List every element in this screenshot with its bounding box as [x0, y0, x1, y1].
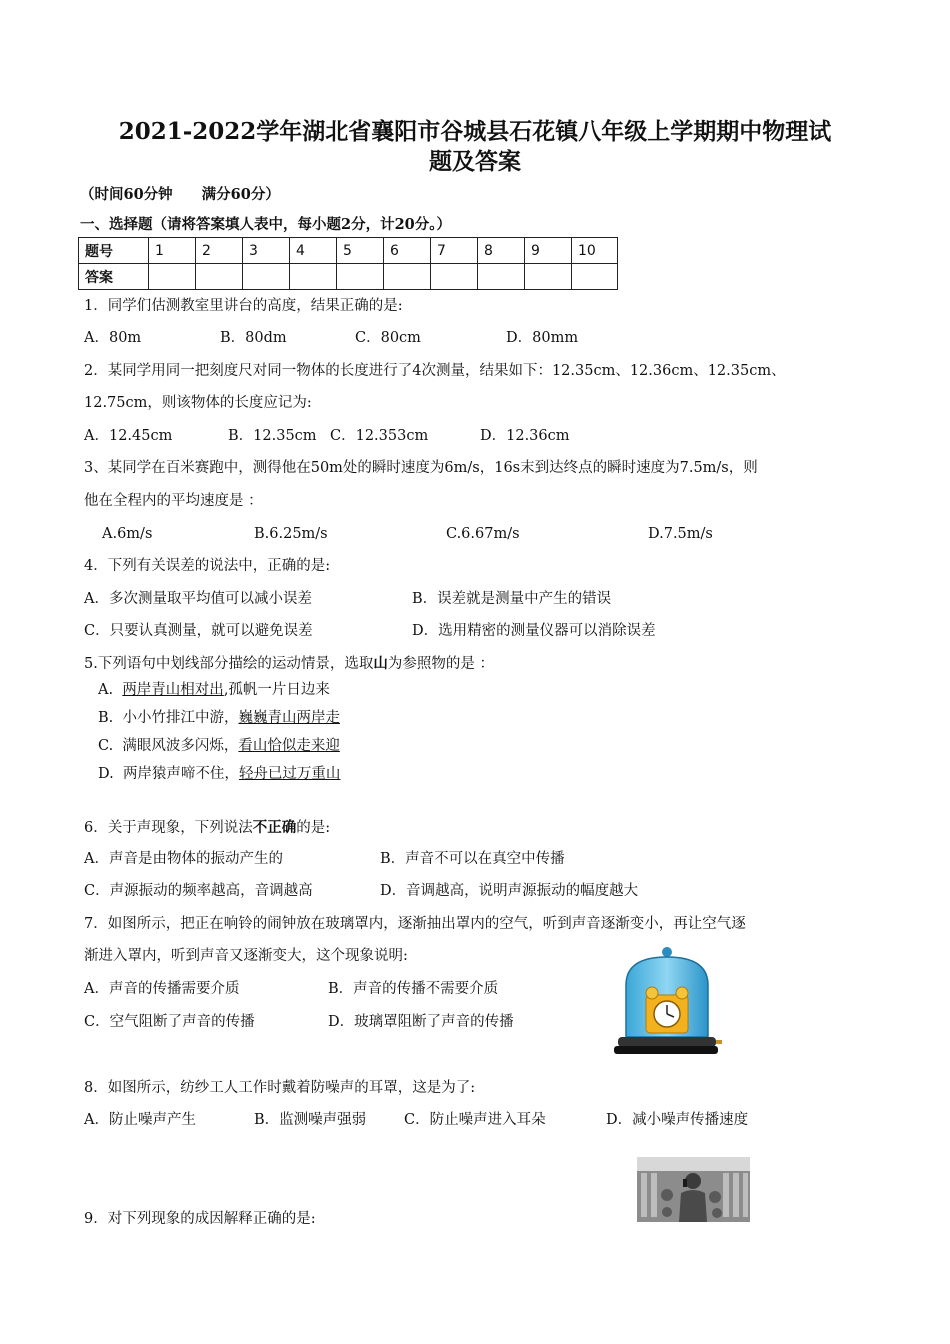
- air-valve-icon: [716, 1040, 722, 1044]
- q3-option-d: D.7.5m/s: [648, 526, 713, 542]
- q5-a-label: A.: [98, 682, 114, 698]
- answer-cell: [196, 264, 243, 290]
- q5-option-b: [98, 708, 340, 728]
- q1-option-a: A．80m: [84, 330, 142, 346]
- q2-option-a: A．12.45cm: [84, 428, 173, 444]
- q6-option-b: B．声音不可以在真空中传播: [380, 851, 565, 867]
- q9-stem: 9．对下列现象的成因解释正确的是:: [84, 1211, 316, 1227]
- q7-option-c: C．空气阻断了声音的传播: [84, 1014, 255, 1030]
- worker-body-icon: [679, 1190, 707, 1222]
- table-cell-number: 8: [478, 238, 525, 264]
- answer-cell: [290, 264, 337, 290]
- q5-c-underlined: 看山恰似走来迎: [238, 738, 340, 754]
- jar-knob-icon: [662, 947, 672, 957]
- q5-stem: [84, 654, 494, 674]
- q7-stem-line2: 渐进入罩内，听到声音又逐渐变大，这个现象说明:: [84, 948, 408, 964]
- table-cell-number: 5: [337, 238, 384, 264]
- table-cell-number: 3: [243, 238, 290, 264]
- worker-head-icon: [685, 1173, 701, 1189]
- section-heading: 一、选择题（请将答案填人表中，每小题2分，计20分。）: [80, 216, 452, 233]
- q6-option-a: A．声音是由物体的振动产生的: [84, 851, 283, 867]
- table-cell-number: 9: [525, 238, 572, 264]
- q6-stem-pre: 6．关于声现象，下列说法: [84, 820, 253, 836]
- q4-option-b: B．误差就是测量中产生的错误: [412, 591, 612, 607]
- q5-b-pre: 小小竹排江中游，: [122, 710, 239, 726]
- q1-option-d: D．80mm: [506, 330, 579, 346]
- table-header-answer: 答案: [79, 264, 149, 290]
- q6-stem: [84, 818, 330, 838]
- q8-option-c: C．防止噪声进入耳朵: [404, 1112, 546, 1128]
- q3-option-b: B.6.25m/s: [254, 526, 328, 542]
- q5-stem-post: 为参照物的是 ：: [387, 656, 494, 672]
- q7-option-a: A．声音的传播需要介质: [84, 981, 240, 997]
- answer-cell: [243, 264, 290, 290]
- q4-stem: 4．下列有关误差的说法中，正确的是:: [84, 558, 331, 574]
- q6-stem-emphasis: 不正确: [252, 819, 297, 836]
- q1-option-b: B．80dm: [220, 330, 287, 346]
- q1-stem: 1．同学们估测教室里讲台的高度，结果正确的是:: [84, 298, 403, 314]
- q5-b-label: B.: [98, 710, 114, 726]
- q5-c-pre: 满眼风波多闪烁，: [122, 738, 239, 754]
- q8-option-d: D．减小噪声传播速度: [606, 1112, 749, 1128]
- table-cell-number: 4: [290, 238, 337, 264]
- q6-option-d: D．音调越高，说明声源振动的幅度越大: [380, 883, 639, 899]
- q3-stem-line2: 他在全程内的平均速度是 ：: [84, 493, 263, 509]
- q8-stem: 8．如图所示，纺纱工人工作时戴着防噪声的耳罩，这是为了:: [84, 1080, 476, 1096]
- q2-option-b: B．12.35cm: [228, 428, 317, 444]
- q2-stem-line1: 2．某同学用同一把刻度尺对同一物体的长度进行了4次测量，结果如下：12.35cm、12.36cm、12.35cm、: [84, 363, 786, 379]
- q5-d-pre: 两岸猿声啼不住，: [122, 766, 239, 782]
- clock-bell-right-icon: [676, 987, 688, 999]
- answer-cell: [337, 264, 384, 290]
- textile-worker-earmuffs-figure: [637, 1157, 750, 1222]
- q7-option-b: B．声音的传播不需要介质: [328, 981, 499, 997]
- bell-jar-alarm-clock-figure: [612, 945, 722, 1060]
- q5-option-c: [98, 736, 340, 756]
- table-cell-number: 1: [149, 238, 196, 264]
- q6-stem-post: 的是:: [296, 820, 331, 836]
- answer-cell: [384, 264, 431, 290]
- q3-stem-line1: 3、某同学在百米赛跑中，测得他在50m处的瞬时速度为6m/s，16s末到达终点的瞬时速度为7.5m/s，则: [84, 460, 758, 476]
- q5-stem-pre: 5.下列语句中划线部分描绘的运动情景，选取: [84, 656, 374, 672]
- q3-option-c: C.6.67m/s: [446, 526, 520, 542]
- q6-option-c: C．声源振动的频率越高，音调越高: [84, 883, 313, 899]
- table-header-number: 题号: [79, 238, 149, 264]
- q2-stem-line2: 12.75cm，则该物体的长度应记为:: [84, 395, 312, 411]
- clock-bell-left-icon: [646, 987, 658, 999]
- time-info: （时间60分钟 满分60分）: [80, 186, 280, 203]
- table-row-answers: [79, 264, 618, 290]
- table-cell-number: 10: [572, 238, 618, 264]
- answer-cell: [572, 264, 618, 290]
- q5-b-underlined: 巍巍青山两岸走: [238, 710, 340, 726]
- page-title-line1: 2021-2022学年湖北省襄阳市谷城县石花镇八年级上学期期中物理试: [118, 118, 832, 145]
- q8-option-b: B．监测噪声强弱: [254, 1112, 367, 1128]
- q1-option-c: C．80cm: [355, 330, 421, 346]
- q5-a-underlined: 两岸青山相对出: [122, 682, 224, 698]
- earmuff-icon: [683, 1179, 687, 1187]
- table-row-numbers: [79, 238, 618, 264]
- q5-a-rest: ,孤帆一片日边来: [223, 682, 330, 698]
- answer-cell: [478, 264, 525, 290]
- table-cell-number: 6: [384, 238, 431, 264]
- answer-table: [78, 237, 618, 290]
- page-title-line2: 题及答案: [429, 148, 521, 175]
- q5-option-d: [98, 764, 340, 784]
- answer-cell: [149, 264, 196, 290]
- q5-d-underlined: 轻舟已过万重山: [238, 766, 341, 782]
- q7-option-d: D．玻璃罩阻断了声音的传播: [328, 1014, 514, 1030]
- table-cell-number: 7: [431, 238, 478, 264]
- q4-option-a: A．多次测量取平均值可以减小误差: [84, 591, 312, 607]
- q5-c-label: C.: [98, 738, 114, 754]
- q2-option-d: D．12.36cm: [480, 428, 570, 444]
- jar-base-plate-icon: [618, 1037, 716, 1047]
- answer-cell: [525, 264, 572, 290]
- q7-stem-line1: 7．如图所示，把正在响铃的闹钟放在玻璃罩内，逐渐抽出罩内的空气，听到声音逐渐变小，再让空气逐: [84, 916, 746, 932]
- q2-option-c: C．12.353cm: [330, 428, 429, 444]
- q5-stem-emphasis: 山: [373, 655, 388, 672]
- answer-cell: [431, 264, 478, 290]
- q8-option-a: A．防止噪声产生: [84, 1112, 196, 1128]
- q5-option-a: [98, 680, 330, 700]
- q5-d-label: D.: [98, 766, 114, 782]
- q4-option-d: D．选用精密的测量仪器可以消除误差: [412, 623, 656, 639]
- q4-option-c: C．只要认真测量，就可以避免误差: [84, 623, 313, 639]
- table-cell-number: 2: [196, 238, 243, 264]
- q3-option-a: A.6m/s: [102, 526, 153, 542]
